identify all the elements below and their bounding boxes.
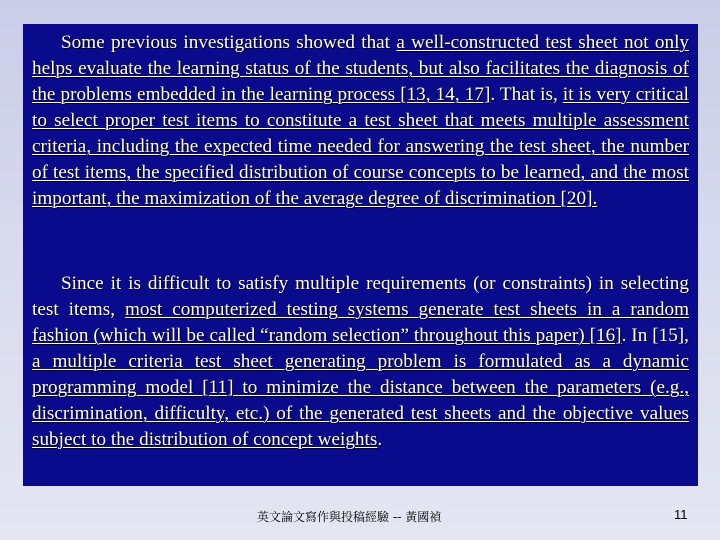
underlined-text-run: most computerized testing systems generate test sheets in a random fashion (which will be called “random selection” throughout this paper) [16] xyxy=(32,299,689,346)
text-run: Since it is difficult to satisfy multiple requirements (or constraints) in selecting test items, xyxy=(32,273,689,320)
underlined-text-run: it is very critical to select proper test items to constitute a test sheet that meets multiple assessment criteria, including the expected time needed for answering the test sheet, the number of test items, the specified distribution of course concepts to be learned, and the most important, the maximization of the average degree of discrimination [20]. xyxy=(32,84,689,209)
underlined-text-run: a multiple criteria test sheet generating problem is formulated as a dynamic programming model [11] to minimize the distance between the parameters (e.g., discrimination, difficulty, etc.) of the generated test sheets and the objective values subject to the distribution of concept weights xyxy=(32,351,689,450)
paragraph-2 xyxy=(32,271,689,453)
text-run: Some previous investigations showed that xyxy=(61,32,397,53)
slide-content-panel xyxy=(23,24,698,486)
text-run: . xyxy=(377,429,383,450)
page-number: 11 xyxy=(674,507,688,522)
paragraph-1 xyxy=(32,30,689,212)
underlined-text-run: a well-constructed test sheet not only helps evaluate the learning status of the students, but also facilitates the diagnosis of the problems embedded in the learning process [13, 14, 17] xyxy=(32,32,689,105)
footer-title: 英文論文寫作與投稿經驗 -- 黃國禎 xyxy=(257,510,442,524)
text-run: . In [15], xyxy=(621,325,689,346)
text-run: . That is, xyxy=(490,84,563,105)
